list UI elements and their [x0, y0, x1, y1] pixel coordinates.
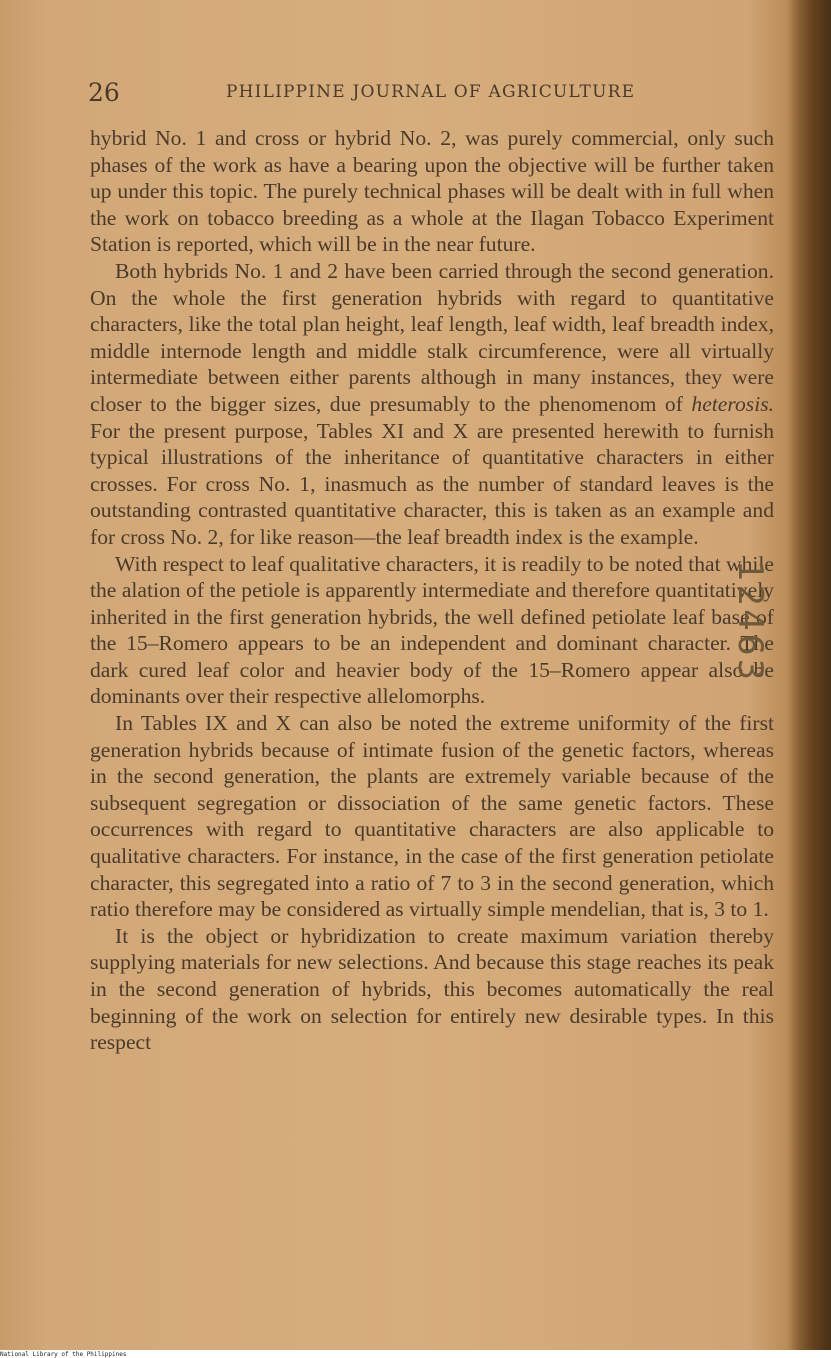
paragraph-1: hybrid No. 1 and cross or hybrid No. 2, was purely commercial, only such phases of the work as have a bearing upon the objective will be further taken up under this topic. The purely technical phases will be dealt with in full when the work on tobacco breeding as a whole at the Ilagan Tobacco Experiment Station is reported, which will be in the near future.: [90, 126, 774, 257]
page-number: 26: [88, 78, 120, 107]
heterosis-term: heterosis.: [691, 391, 774, 416]
paragraph-5: It is the object or hybridization to create maximum variation thereby supplying materials for new selections. And because this stage reaches its peak in the second generation of hybrids, this becomes automatically the real beginning of the work on selection for entirely new desirable types. In this respect: [90, 923, 774, 1055]
running-title: PHILIPPINE JOURNAL OF AGRICULTURE: [226, 82, 636, 102]
paragraph-3: With respect to leaf qualitative characters, it is readily to be noted that while the alation of the petiole is apparently intermediate and therefore quantitatively inherited in the first generation hybrids, the well defined petiolate leaf base of the 15–Romero appears to be an independent and dominant character. The dark cured leaf color and heavier body of the 15–Romero appear also be dominants over their respective allelomorphs.: [90, 551, 774, 709]
handwritten-margin-number: 12463: [730, 560, 770, 684]
paragraph-2-text-a: Both hybrids No. 1 and 2 have been carried through the second generation. On the whole the first generation hybrids with regard to quantitative characters, like the total plan height, leaf length, leaf width, leaf breadth index, middle internode length and middle stalk circumference, were all virtually intermediate between either parents although in many instances, they were closer to the bigger sizes, due presumably to the phenomenom of: [90, 258, 774, 416]
paragraph-4: In Tables IX and X can also be noted the extreme uniformity of the first generation hybrids because of intimate fusion of the genetic factors, whereas in the second generation, the plants are extremely variable because of the subsequent segregation or dissociation of the same genetic factors. These occurrences with regard to quantitative characters are also applicable to qualitative characters. For instance, in the case of the first generation petiolate character, this segregated into a ratio of 7 to 3 in the second generation, which ratio therefore may be considered as virtually simple mendelian, that is, 3 to 1.: [90, 711, 774, 922]
body-text: [90, 125, 774, 1056]
paragraph-2-text-b: For the present purpose, Tables XI and X are presented herewith to furnish typical illustrations of the inheritance of quantitative characters in either crosses. For cross No. 1, inasmuch as the number of standard leaves is the outstanding contrasted quantitative character, this is taken as an example and for cross No. 2, for like reason—the leaf breadth index is the example.: [90, 418, 774, 549]
paragraph-2: [90, 258, 774, 551]
library-credit: National Library of the Philippines: [0, 1351, 127, 1358]
binding-shadow: [786, 0, 831, 1350]
